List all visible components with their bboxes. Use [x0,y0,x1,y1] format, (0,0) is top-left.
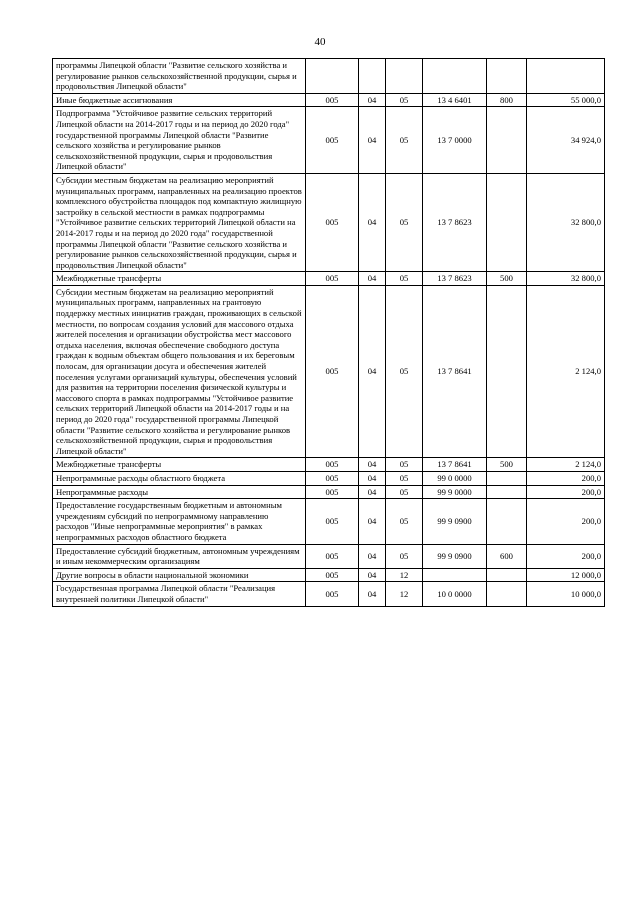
subsection-code: 05 [386,458,423,472]
table-row [53,582,605,606]
subsection-code: 05 [386,272,423,286]
table-row [53,107,605,174]
amount: 55 000,0 [527,93,605,107]
amount: 12 000,0 [527,568,605,582]
subsection-code: 05 [386,485,423,499]
subsection-code: 05 [386,93,423,107]
table-row [53,272,605,286]
row-name: Непрограммные расходы [53,485,306,499]
table-row [53,544,605,568]
row-name: Межбюджетные трансферты [53,272,306,286]
row-name: Межбюджетные трансферты [53,458,306,472]
ministry-code: 005 [306,471,359,485]
expense-type: 600 [487,544,527,568]
ministry-code [306,59,359,94]
expense-type: 800 [487,93,527,107]
table-row [53,568,605,582]
amount: 200,0 [527,499,605,544]
ministry-code: 005 [306,568,359,582]
ministry-code: 005 [306,458,359,472]
section-code: 04 [359,471,386,485]
section-code [359,59,386,94]
target-article: 99 9 0900 [423,499,487,544]
subsection-code: 05 [386,173,423,271]
section-code: 04 [359,485,386,499]
expense-type: 500 [487,458,527,472]
ministry-code: 005 [306,285,359,458]
row-name: Предоставление государственным бюджетным и автономным учреждениям субсидий по непрограммному направлению расходов "Иные непрограммные мероприятия" в рамках непрограммных расходов областного бюджета [53,499,306,544]
subsection-code: 05 [386,544,423,568]
target-article: 13 7 8623 [423,173,487,271]
section-code: 04 [359,107,386,174]
ministry-code: 005 [306,544,359,568]
amount: 2 124,0 [527,285,605,458]
table-row [53,458,605,472]
subsection-code: 05 [386,471,423,485]
subsection-code: 05 [386,285,423,458]
table-row [53,93,605,107]
budget-table [52,58,605,607]
target-article: 13 7 0000 [423,107,487,174]
section-code: 04 [359,173,386,271]
subsection-code: 12 [386,582,423,606]
amount: 10 000,0 [527,582,605,606]
amount: 200,0 [527,544,605,568]
amount: 2 124,0 [527,458,605,472]
row-name: Иные бюджетные ассигнования [53,93,306,107]
ministry-code: 005 [306,485,359,499]
expense-type [487,499,527,544]
target-article: 10 0 0000 [423,582,487,606]
subsection-code: 05 [386,499,423,544]
row-name: Субсидии местным бюджетам на реализацию мероприятий муниципальных программ, направленных на реализацию проектов комплексного обустройства площадок под компактную жилищную застройку в сельской местности в рамках подпрограммы "Устойчивое развитие сельских территорий Липецкой области на 2014-2017 годы и на период до 2020 года" государственной программы Липецкой области "Развитие сельского хозяйства и регулирование рынков сельскохозяйственной продукции, сырья и продовольствия Липецкой области" [53,173,306,271]
amount: 32 800,0 [527,173,605,271]
expense-type [487,471,527,485]
amount: 32 800,0 [527,272,605,286]
table-row [53,59,605,94]
expense-type [487,568,527,582]
row-name: Предоставление субсидий бюджетным, автономным учреждениям и иным некоммерческим организациям [53,544,306,568]
subsection-code: 12 [386,568,423,582]
target-article: 99 0 0000 [423,471,487,485]
section-code: 04 [359,499,386,544]
ministry-code: 005 [306,272,359,286]
expense-type [487,173,527,271]
section-code: 04 [359,582,386,606]
target-article: 99 9 0900 [423,544,487,568]
expense-type [487,485,527,499]
ministry-code: 005 [306,173,359,271]
table-row [53,173,605,271]
section-code: 04 [359,272,386,286]
amount: 200,0 [527,485,605,499]
expense-type [487,582,527,606]
page-number: 40 [314,36,326,48]
amount: 200,0 [527,471,605,485]
section-code: 04 [359,285,386,458]
section-code: 04 [359,568,386,582]
amount: 34 924,0 [527,107,605,174]
table-row [53,471,605,485]
ministry-code: 005 [306,107,359,174]
expense-type [487,107,527,174]
table-row [53,499,605,544]
target-article: 99 9 0000 [423,485,487,499]
target-article [423,59,487,94]
subsection-code [386,59,423,94]
target-article: 13 7 8641 [423,285,487,458]
target-article [423,568,487,582]
row-name: Непрограммные расходы областного бюджета [53,471,306,485]
ministry-code: 005 [306,93,359,107]
subsection-code: 05 [386,107,423,174]
table-row [53,485,605,499]
row-name: программы Липецкой области "Развитие сельского хозяйства и регулирование рынков сельскохозяйственной продукции, сырья и продовольствия Липецкой области" [53,59,306,94]
target-article: 13 7 8623 [423,272,487,286]
target-article: 13 7 8641 [423,458,487,472]
expense-type: 500 [487,272,527,286]
target-article: 13 4 6401 [423,93,487,107]
section-code: 04 [359,93,386,107]
table-row [53,285,605,458]
section-code: 04 [359,458,386,472]
row-name: Государственная программа Липецкой области "Реализация внутренней политики Липецкой области" [53,582,306,606]
amount [527,59,605,94]
ministry-code: 005 [306,499,359,544]
budget-table-body [53,59,605,607]
section-code: 04 [359,544,386,568]
expense-type [487,285,527,458]
row-name: Подпрограмма "Устойчивое развитие сельских территорий Липецкой области на 2014-2017 годы и на период до 2020 года" государственной программы Липецкой области "Развитие сельского хозяйства и регулирование рынков сельскохозяйственной продукции, сырья и продовольствия Липецкой области" [53,107,306,174]
ministry-code: 005 [306,582,359,606]
row-name: Другие вопросы в области национальной экономики [53,568,306,582]
expense-type [487,59,527,94]
row-name: Субсидии местным бюджетам на реализацию мероприятий муниципальных программ, направленных на грантовую поддержку местных инициатив граждан, проживающих в сельской местности, по вопросам создания условий для массового отдыха жителей поселения и организации обустройства мест массового отдыха населения, включая обеспечение свободного доступа граждан к водным объектам общего пользования и их береговым полосам, для организации досуга и обеспечения жителей поселения услугами организаций культуры, обеспечения условий для развития на территории поселения физической культуры и массового спорта в рамках подпрограммы "Устойчивое развитие сельских территорий Липецкой области на 2014-2017 годы и на период до 2020 года" государственной программы Липецкой области "Развитие сельского хозяйства и регулирование рынков сельскохозяйственной продукции, сырья и продовольствия Липецкой области" [53,285,306,458]
